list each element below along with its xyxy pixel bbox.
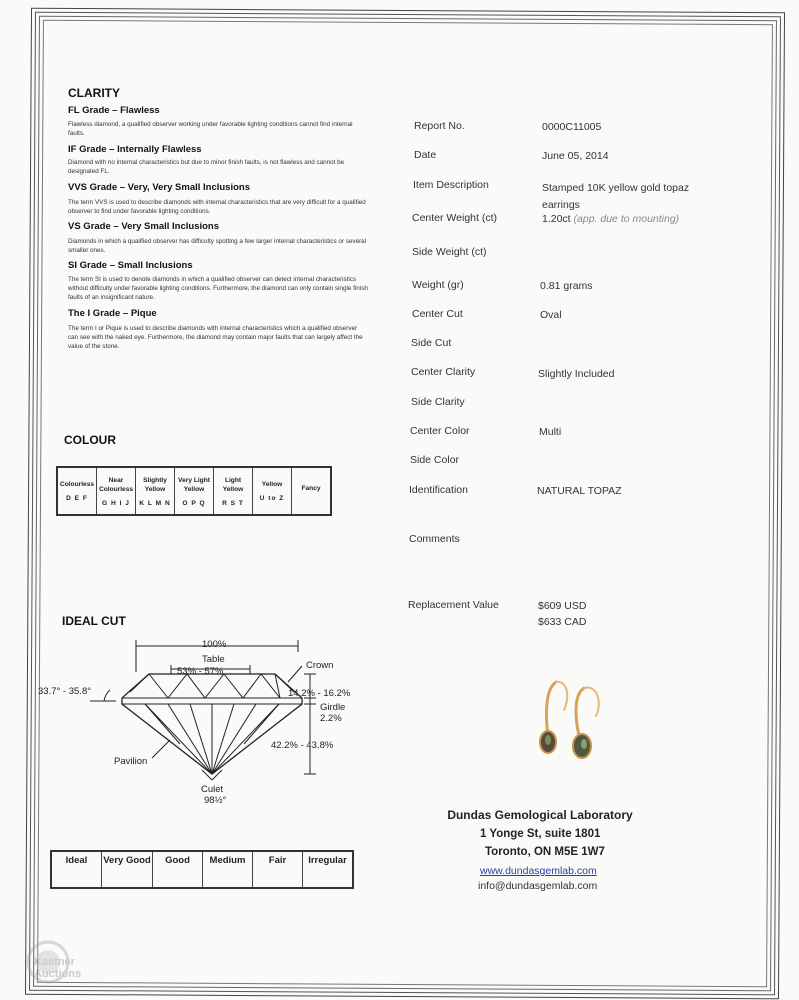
colour-name: Very Light Yellow: [178, 476, 210, 493]
clarity-grade-desc: The term SI is used to denote diamonds in which a qualified observer can detect internal characteristics without difficulty under favorable lighting conditions. Furthermore, the diamond can only contain single finish faults of an insignificant nature.: [68, 276, 368, 301]
clarity-grade-title: FL Grade – Flawless: [68, 105, 160, 116]
report-no-label: Report No.: [414, 120, 465, 132]
identification-value: NATURAL TOPAZ: [537, 485, 622, 497]
center-weight-value: [542, 213, 679, 225]
lab-name: Dundas Gemological Laboratory: [447, 808, 633, 822]
date-value: June 05, 2014: [542, 150, 609, 162]
colour-name: Fancy: [301, 484, 321, 492]
clarity-grade-title: VVS Grade – Very, Very Small Inclusions: [68, 182, 250, 193]
diamond-proportions-diagram: [30, 632, 370, 812]
colour-name: Slightly Yellow: [143, 476, 167, 493]
date-label: Date: [414, 149, 437, 161]
lab-street: 1 Yonge St, suite 1801: [480, 828, 601, 840]
item-description-label: Item Description: [413, 179, 489, 191]
colour-cell: [214, 467, 253, 515]
colour-letters: K L M N: [139, 499, 171, 507]
weight-value: 0.81 grams: [540, 280, 593, 292]
diagram-width-label: 100%: [202, 639, 227, 650]
ideal-cut-heading: IDEAL CUT: [62, 614, 126, 628]
center-weight-number: 1.20ct: [542, 213, 571, 225]
colour-name: Colourless: [59, 481, 95, 488]
clarity-grade-desc: Flawless diamond, a qualified observer working under favorable lighting conditions cannot find internal faults.: [68, 121, 353, 137]
right-topaz-highlight: [581, 739, 587, 749]
side-color-label: Side Color: [410, 454, 460, 466]
clarity-grade-title: The I Grade – Pique: [68, 308, 157, 319]
colour-cell: [253, 467, 292, 515]
crown-facets: [149, 674, 280, 698]
colour-name: Near Colourless: [98, 476, 134, 493]
item-description-value: Stamped 10K yellow gold topaz earrings: [542, 182, 690, 211]
side-weight-label: Side Weight (ct): [412, 246, 487, 258]
pavilion-facet: [212, 704, 234, 774]
earrings-photo: [518, 662, 628, 772]
diagram-table-range: 53% - 57%: [177, 666, 224, 677]
lab-website-link[interactable]: www.dundasgemlab.com: [480, 865, 597, 877]
pavilion-facet: [244, 704, 279, 744]
center-color-value: Multi: [539, 426, 562, 438]
clarity-heading: CLARITY: [68, 86, 120, 100]
replacement-value-usd: $609 USD: [538, 600, 587, 612]
colour-cell: [57, 467, 97, 515]
pavilion-facet: [168, 704, 212, 774]
center-weight-label: Center Weight (ct): [412, 212, 497, 224]
colour-cell: [175, 467, 214, 515]
crown-angle-arc: [104, 690, 110, 701]
clarity-grade-title: SI Grade – Small Inclusions: [68, 260, 193, 271]
identification-label: Identification: [409, 484, 468, 496]
right-earring-wire: [584, 687, 599, 716]
colour-cell: [136, 467, 175, 515]
center-cut-label: Center Cut: [412, 308, 463, 320]
pavilion-facet: [212, 704, 279, 774]
cut-grade-cell: Very Good: [102, 851, 153, 888]
cut-grade-cell: Good: [153, 851, 203, 888]
center-color-label: Center Color: [410, 425, 470, 437]
pavilion-facet: [212, 704, 256, 774]
clarity-grade-desc: The term I or Pique is used to describe diamonds with internal characteristics which a qualified observer can see with the naked eye. Furthermore, the diamond may contain major faults that can largely affect the value of the stone.: [68, 325, 363, 350]
colour-heading: COLOUR: [64, 433, 116, 447]
pavilion-leader: [152, 740, 170, 758]
cut-grade-cell: Ideal: [51, 851, 102, 888]
colour-cell: [292, 467, 332, 515]
cut-grade-table: [50, 850, 354, 889]
colour-letters: O P Q: [182, 499, 206, 507]
pavilion-facet: [145, 704, 212, 774]
colour-letters: G H I J: [102, 499, 130, 507]
colour-name: Yellow: [261, 481, 283, 488]
watermark-text: Kastner Auctions: [34, 956, 82, 980]
watermark-logo: [10, 928, 110, 994]
replacement-value-cad: $633 CAD: [538, 616, 587, 628]
crown-leader: [288, 666, 302, 682]
diagram-crown-height: 14.2% - 16.2%: [288, 688, 351, 699]
diagram-table-label: Table: [202, 654, 225, 665]
diagram-crown-angle: 33.7° - 35.8°: [38, 686, 92, 697]
diagram-crown-label: Crown: [306, 660, 334, 671]
colour-name: Light Yellow: [222, 476, 244, 493]
right-earring-hook: [576, 688, 584, 740]
clarity-grade-desc: Diamonds in which a qualified observer has difficulty spotting a few larger internal characteristics or several smaller ones.: [68, 238, 367, 254]
diagram-culet-label: Culet: [201, 784, 224, 795]
lab-email: info@dundasgemlab.com: [478, 880, 598, 892]
diagram-pavilion-depth: 42.2% - 43.8%: [271, 740, 334, 751]
left-topaz-highlight: [545, 735, 551, 745]
left-earring-hook: [546, 682, 556, 736]
center-clarity-value: Slightly Included: [538, 368, 615, 380]
colour-letters: D E F: [66, 495, 88, 502]
clarity-grade-desc: The term VVS is used to describe diamonds with internal characteristics that are very difficult for a qualified observer to find under favorable lighting conditions.: [68, 199, 366, 215]
diagram-girdle-label: Girdle: [320, 702, 346, 713]
cut-grade-cell: Fair: [253, 851, 303, 888]
pavilion-facet: [190, 704, 212, 774]
center-clarity-label: Center Clarity: [411, 366, 476, 378]
colour-letters: U to Z: [259, 495, 285, 502]
report-no-value: 0000C11005: [542, 121, 602, 133]
pavilion-facet: [145, 704, 180, 744]
left-earring-wire: [556, 682, 567, 710]
weight-label: Weight (gr): [412, 279, 464, 291]
colour-scale-table: [56, 466, 332, 516]
colour-letters: R S T: [222, 499, 244, 507]
clarity-grade-title: VS Grade – Very Small Inclusions: [68, 221, 220, 232]
colour-cell: [97, 467, 136, 515]
cut-grade-cell: Medium: [203, 851, 253, 888]
crown-facet: [130, 674, 149, 692]
diagram-pavilion-label: Pavilion: [114, 756, 148, 767]
center-weight-note: (app. due to mounting): [573, 213, 680, 225]
clarity-grade-title: IF Grade – Internally Flawless: [68, 144, 202, 155]
center-cut-value: Oval: [540, 309, 562, 321]
cut-grade-cell: Irregular: [303, 851, 354, 888]
side-cut-label: Side Cut: [411, 337, 452, 349]
side-clarity-label: Side Clarity: [411, 396, 465, 408]
lab-city: Toronto, ON M5E 1W7: [485, 846, 605, 858]
diagram-culet-value: 98½°: [204, 795, 227, 806]
clarity-grade-desc: Diamond with no internal characteristics but due to minor finish faults, is not flawless and cannot be designated FL.: [68, 159, 345, 175]
comments-label: Comments: [409, 533, 460, 545]
diagram-girdle-value: 2.2%: [320, 713, 342, 724]
replacement-value-label: Replacement Value: [408, 599, 499, 611]
